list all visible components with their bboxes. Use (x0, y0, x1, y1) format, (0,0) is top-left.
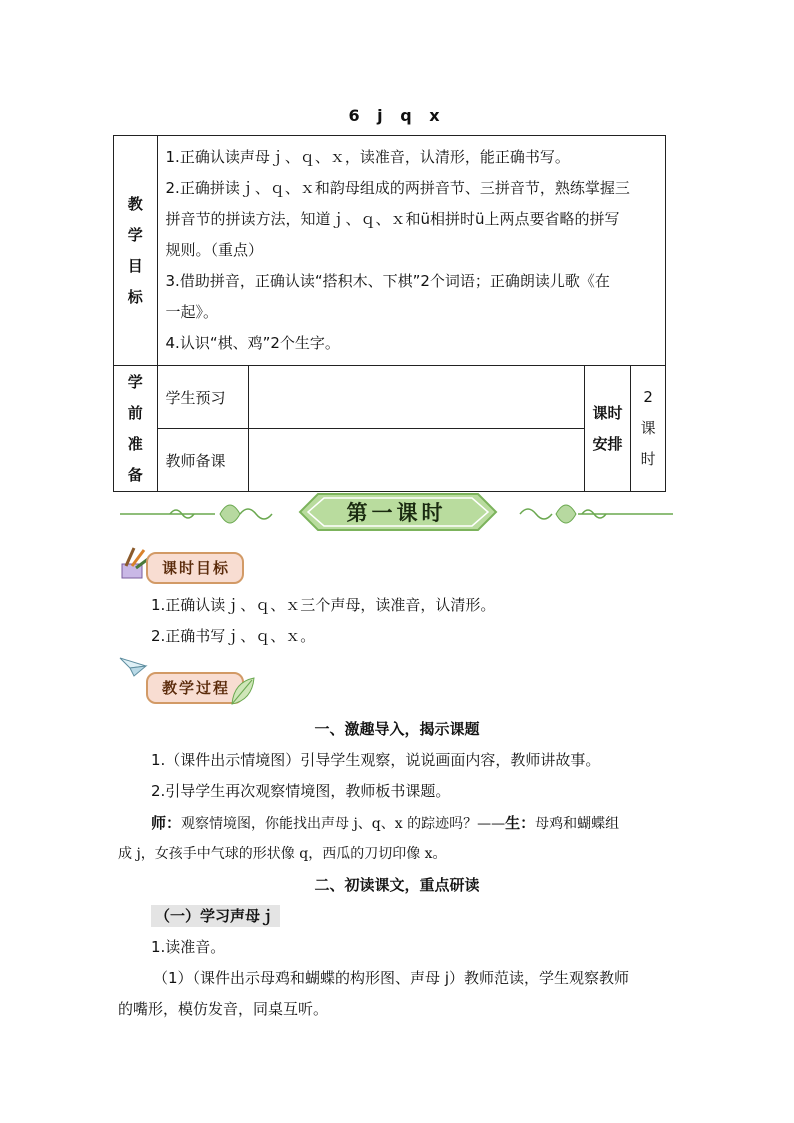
goal-line: 规则。（重点） (165, 241, 264, 259)
goal-line: 一起》。 (165, 303, 219, 321)
leaf-icon (230, 676, 256, 706)
objective-line: 2.正确书写ｊ、ｑ、ｘ。 (151, 627, 316, 645)
goal-line: 2.正确拼读ｊ、ｑ、ｘ和韵母组成的两拼音节、三拼音节，熟练掌握三 (165, 179, 630, 197)
prep-label-cell (114, 366, 158, 492)
paper-plane-icon (118, 654, 148, 680)
section2-item: 的嘴形，模仿发音，同桌互听。 (118, 1000, 329, 1018)
goal-line: 1.正确认读声母ｊ、ｑ、ｘ，读准音，认清形，能正确书写。 (165, 148, 570, 166)
teacher-label: 师： (151, 814, 182, 832)
goals-content-cell (157, 136, 665, 366)
teacher-prep-label: 教师备课 (157, 429, 249, 492)
dialogue-continuation: 成 j，女孩手中气球的形状像 q，西瓜的刀切印像 x。 (118, 846, 447, 862)
student-prep-label: 学生预习 (157, 366, 249, 429)
section2-item: （1）（课件出示母鸡和蝴蝶的构形图、声母 j）教师范读，学生观察教师 (153, 969, 629, 987)
goals-label-char: 目 (127, 256, 143, 275)
schedule-label-line: 课时 (592, 403, 623, 422)
objectives-tag (118, 552, 268, 582)
goals-label-cell (114, 136, 158, 366)
process-tag-label: 教学过程 (146, 672, 244, 704)
goal-line: 拼音节的拼读方法，知道ｊ、ｑ、ｘ和ü相拼时ü上两点要省略的拼写 (165, 210, 620, 228)
hours-char: 2 (643, 388, 653, 406)
section2-heading: 二、初读课文，重点研读 (314, 876, 480, 894)
goals-label-char: 学 (127, 225, 143, 244)
section1-item: 1.（课件出示情境图）引导学生观察，说说画面内容，教师讲故事。 (151, 751, 601, 769)
hours-char: 课 (640, 419, 656, 437)
prep-label-char: 学 (127, 372, 143, 391)
schedule-label-cell (584, 366, 630, 492)
banner-title: 第一课时 (346, 500, 447, 525)
section2-item: 1.读准音。 (151, 938, 226, 956)
goal-line: 3.借助拼音，正确认读“搭积木、下棋”2个词语；正确朗读儿歌《在 (165, 272, 610, 290)
student-label: 生： (505, 814, 536, 832)
student-text: 母鸡和蝴蝶组 (535, 816, 620, 832)
objective-line: 1.正确认读ｊ、ｑ、ｘ三个声母，读准音，认清形。 (151, 596, 496, 614)
section1-item: 2.引导学生再次观察情境图，教师板书课题。 (151, 782, 451, 800)
process-tag (118, 672, 268, 702)
section1-heading: 一、激趣导入，揭示课题 (314, 720, 480, 738)
objectives-tag-label: 课时目标 (146, 552, 244, 584)
hours-char: 时 (640, 450, 656, 468)
student-prep-field[interactable] (249, 366, 584, 429)
subsection-tag: （一）学习声母ｊ (151, 905, 280, 927)
dialogue-line (151, 812, 619, 833)
goal-line: 4.认识“棋、鸡”2个生字。 (165, 334, 340, 352)
prep-label-char: 准 (127, 434, 143, 453)
teacher-prep-field[interactable] (249, 429, 584, 492)
lesson-banner (120, 490, 673, 534)
hours-cell (631, 366, 666, 492)
schedule-label-line: 安排 (592, 434, 623, 453)
prep-label-char: 备 (127, 465, 143, 484)
goals-label-char: 标 (127, 287, 143, 306)
goals-label-char: 教 (127, 194, 143, 213)
teacher-text: 观察情境图，你能找出声母 j、q、x 的踪迹吗？—— (181, 816, 506, 832)
lesson-plan-table (113, 135, 666, 492)
page-title: 6 j q x (348, 106, 446, 125)
prep-label-char: 前 (127, 403, 143, 422)
